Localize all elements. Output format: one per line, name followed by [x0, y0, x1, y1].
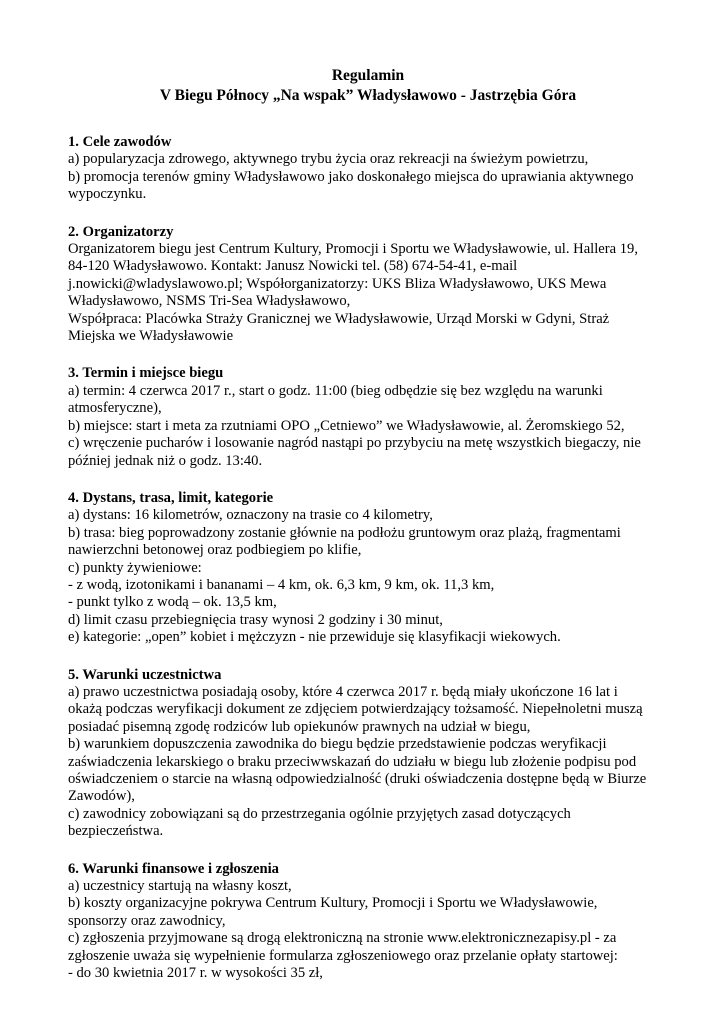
title-line-2: V Biegu Północy „Na wspak” Władysławowo - Jastrzębia Góra — [159, 87, 577, 104]
paragraph-line: a) popularyzacja zdrowego, aktywnego trybu życia oraz rekreacji na świeżym powietrzu, — [68, 151, 589, 168]
paragraph-line: d) limit czasu przebiegnięcia trasy wynosi 2 godziny i 30 minut, — [68, 611, 443, 628]
paragraph-line: wypoczynku. — [68, 186, 147, 203]
paragraph-line: atmosferyczne), — [68, 400, 162, 417]
section-heading: 5. Warunki uczestnictwa — [68, 666, 222, 683]
paragraph-line: b) miejsce: start i meta za rzutniami OPO „Cetniewo” we Władysławowie, al. Żeromskiego 52, — [68, 417, 625, 434]
paragraph-line: nawierzchni betonowej oraz podbiegiem po klifie, — [68, 542, 362, 559]
paragraph-line: c) zgłoszenia przyjmowane są drogą elektroniczną na stronie www.elektronicznezapisy.pl - za — [68, 930, 617, 947]
section-heading: 2. Organizatorzy — [68, 223, 174, 240]
section-distance-route — [68, 490, 668, 647]
section-goals — [68, 134, 668, 204]
paragraph-line: później jednak niż o godz. 13:40. — [68, 452, 263, 469]
paragraph-line: posiadać pisemną zgodę rodziców lub opiekunów prawnych na udział w biegu, — [68, 718, 531, 735]
section-heading: 1. Cele zawodów — [68, 134, 172, 150]
paragraph-line: oświadczeniem o starcie na własną odpowiedzialność (druki oświadczenia dostępne będą w Biurze — [68, 771, 647, 787]
section-finances-registration — [68, 861, 668, 983]
paragraph-line: - do 30 kwietnia 2017 r. w wysokości 35 zł, — [68, 965, 323, 982]
paragraph-line: - z wodą, izotonikami i bananami – 4 km, ok. 6,3 km, 9 km, ok. 11,3 km, — [68, 576, 495, 593]
paragraph-line: Władysławowo, NSMS Tri-Sea Władysławowo, — [68, 293, 351, 310]
section-heading: 3. Termin i miejsce biegu — [68, 365, 224, 382]
paragraph-line: Współpraca: Placówka Straży Granicznej we Władysławowie, Urząd Morski w Gdyni, Straż — [68, 310, 610, 327]
paragraph-line: b) promocja terenów gminy Władysławowo jako doskonałego miejsca do uprawiania aktywnego — [68, 168, 634, 185]
paragraph-line: a) dystans: 16 kilometrów, oznaczony na trasie co 4 kilometry, — [68, 507, 433, 524]
document-page — [68, 66, 668, 982]
paragraph-line: - punkt tylko z wodą – ok. 13,5 km, — [68, 594, 277, 611]
paragraph-line: a) termin: 4 czerwca 2017 r., start o godz. 11:00 (bieg odbędzie się bez względu na warunki — [68, 382, 603, 399]
paragraph-line: c) wręczenie pucharów i losowanie nagród nastąpi po przybyciu na metę wszystkich biegaczy, nie — [68, 435, 641, 452]
section-participation — [68, 667, 668, 841]
paragraph-line: sponsorzy oraz zawodnicy, — [68, 912, 226, 929]
section-heading: 6. Warunki finansowe i zgłoszenia — [68, 860, 279, 877]
paragraph-line: c) zawodnicy zobowiązani są do przestrzegania ogólnie przyjętych zasad dotyczących — [68, 805, 571, 822]
section-organizers — [68, 224, 668, 346]
section-heading: 4. Dystans, trasa, limit, kategorie — [68, 489, 274, 506]
paragraph-line: c) punkty żywieniowe: — [68, 559, 202, 576]
paragraph-line: okażą podczas weryfikacji dokument ze zdjęciem potwierdzający tożsamość. Niepełnoletni muszą — [68, 701, 643, 718]
paragraph-line: Zawodów), — [68, 788, 135, 805]
paragraph-line: zgłoszenie uważa się wypełnienie formularza zgłoszeniowego oraz przelanie opłaty startowej: — [68, 947, 618, 964]
paragraph-line: bezpieczeństwa. — [68, 823, 164, 840]
document-title — [68, 66, 668, 106]
paragraph-line: b) koszty organizacyjne pokrywa Centrum Kultury, Promocji i Sportu we Władysławowie, — [68, 895, 598, 912]
paragraph-line: j.nowicki@wladyslawowo.pl; Współorganizatorzy: UKS Bliza Władysławowo, UKS Mewa — [68, 275, 607, 292]
paragraph-line: zaświadczenia lekarskiego o braku przeciwwskazań do udziału w biegu lub złożenie podpisu pod — [68, 753, 637, 770]
paragraph-line: Organizatorem biegu jest Centrum Kultury, Promocji i Sportu we Władysławowie, ul. Hallera 19, — [68, 241, 638, 258]
paragraph-line: b) warunkiem dopuszczenia zawodnika do biegu będzie przedstawienie podczas weryfikacji — [68, 736, 607, 753]
paragraph-line: e) kategorie: „open” kobiet i mężczyzn - nie przewiduje się klasyfikacji wiekowych. — [68, 629, 561, 646]
paragraph-line: b) trasa: bieg poprowadzony zostanie głównie na podłożu gruntowym oraz plażą, fragmentami — [68, 524, 621, 541]
paragraph-line: Miejska we Władysławowie — [68, 328, 234, 345]
paragraph-line: a) prawo uczestnictwa posiadają osoby, które 4 czerwca 2017 r. będą miały ukończone 16 lat i — [68, 683, 618, 700]
section-date-place — [68, 365, 668, 469]
title-line-1: Regulamin — [331, 67, 405, 84]
paragraph-line: a) uczestnicy startują na własny koszt, — [68, 878, 292, 895]
paragraph-line: 84-120 Władysławowo. Kontakt: Janusz Nowicki tel. (58) 674-54-41, e-mail — [68, 258, 518, 275]
